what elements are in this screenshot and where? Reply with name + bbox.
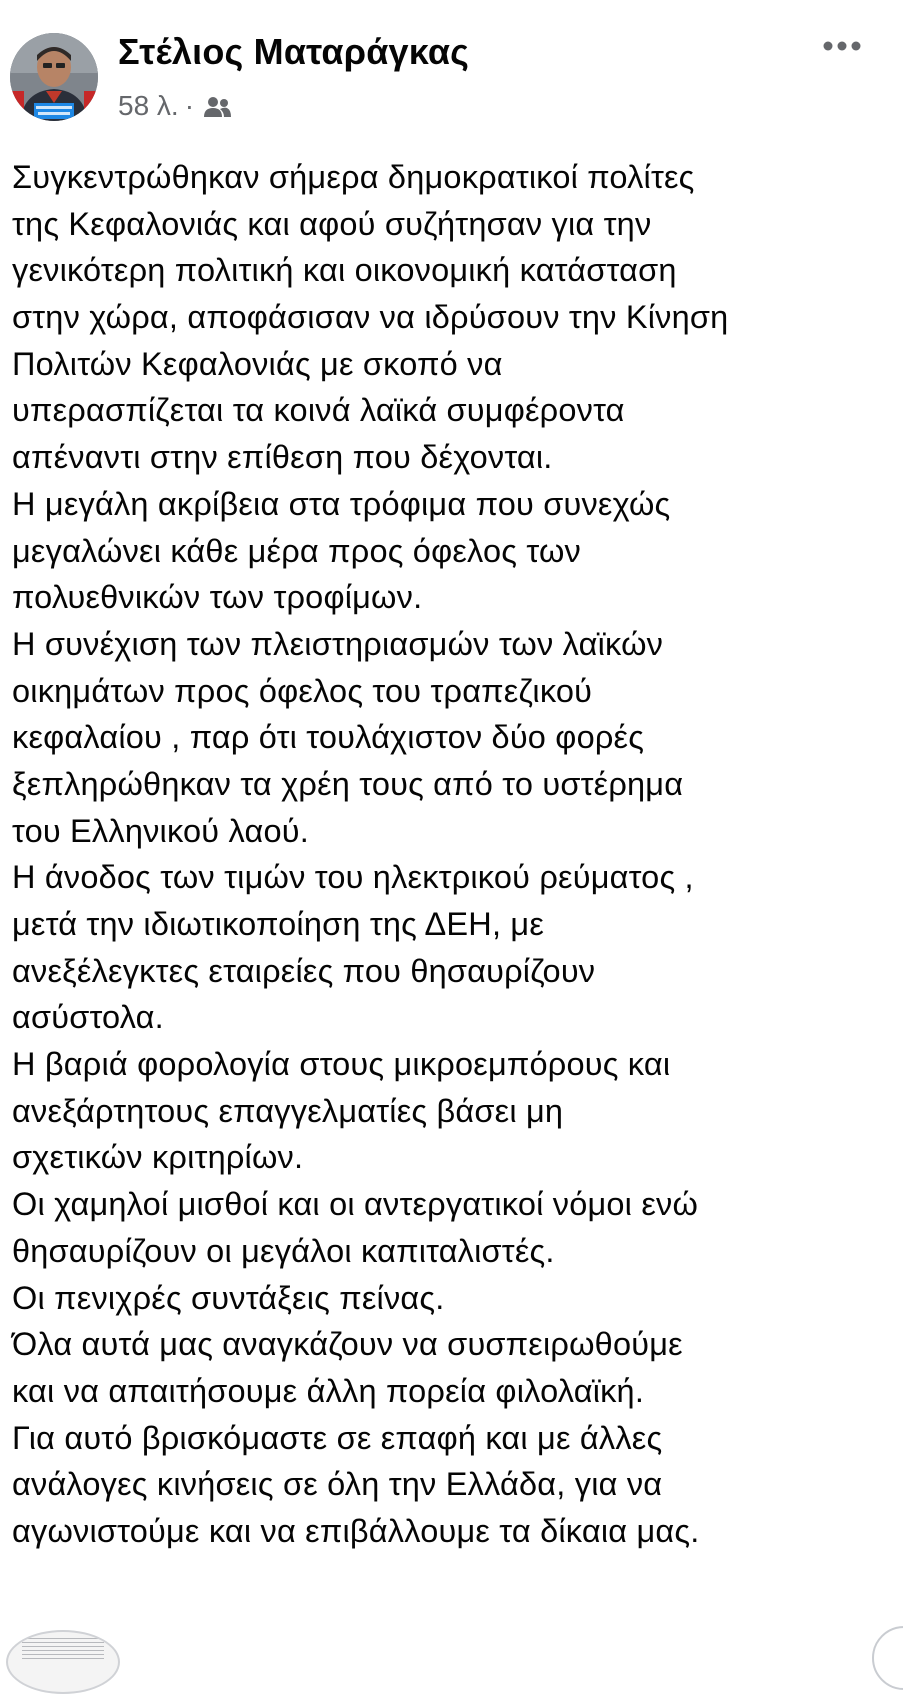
post-text-line: Η μεγάλη ακρίβεια στα τρόφιμα που συνεχώς [12,485,671,522]
post-text-line: Η βαριά φορολογία στους μικροεμπόρους και [12,1046,671,1083]
avatar-document-thumbnail [22,1638,104,1662]
post-meta [118,86,232,126]
post-text-line: Όλα αυτά μας αναγκάζουν να συσπειρωθούμε [12,1326,683,1363]
post-header [0,0,903,140]
post-text-line: σχετικών κριτηρίων. [12,1139,304,1176]
post-text-line: Για αυτό βρισκόμαστε σε επαφή και με άλλες [12,1419,663,1456]
post-text-line: ανεξέλεγκτες εταιρείες που θησαυρίζουν [12,952,596,989]
post-text-line: απέναντι στην επίθεση που δέχονται. [12,439,553,476]
post-text-line: Οι πενιχρές συντάξεις πείνας. [12,1279,445,1316]
post-text-line: οικημάτων προς όφελος του τραπεζικού [12,672,593,709]
post-text-line: Η άνοδος των τιμών του ηλεκτρικού ρεύματος , [12,859,694,896]
more-options-icon [822,40,862,52]
post-text-line: της Κεφαλονιάς και αφού συζήτησαν για την [12,205,652,242]
next-post-preview [0,1626,903,1660]
post-text-line: Η συνέχιση των πλειστηριασμών των λαϊκών [12,625,664,662]
post-text-line: Πολιτών Κεφαλονιάς με σκοπό να [12,345,503,382]
post-text-line: κεφαλαίου , παρ ότι τουλάχιστον δύο φορές [12,719,645,756]
post-text-line: γενικότερη πολιτική και οικονομική κατάσταση [12,252,677,289]
post-text-line: θησαυρίζουν οι μεγάλοι καπιταλιστές. [12,1232,555,1269]
next-post-button-edge[interactable] [872,1626,903,1690]
friends-icon[interactable] [202,94,232,118]
author-name[interactable]: Στέλιος Ματαράγκας [118,31,470,72]
meta-separator: · [184,90,195,121]
post-text-line: πολυεθνικών των τροφίμων. [12,579,423,616]
post-text-line: Οι χαμηλοί μισθοί και οι αντεργατικοί νόμοι ενώ [12,1186,699,1223]
post-time[interactable]: 58 λ. [118,90,179,121]
post-text-line: ανεξάρτητους επαγγελματίες βάσει μη [12,1092,564,1129]
avatar-photo [10,33,98,121]
post-text-line: ασύστολα. [12,999,164,1036]
post-text-line: του Ελληνικού λαού. [12,812,309,849]
post-text-line: υπερασπίζεται τα κοινά λαϊκά συμφέροντα [12,392,625,429]
post-text-line: μεγαλώνει κάθε μέρα προς όφελος των [12,532,581,569]
post-text-line: μετά την ιδιωτικοποίηση της ΔΕΗ, με [12,906,545,942]
post-text-line: και να απαιτήσουμε άλλη πορεία φιλολαϊκή. [12,1372,645,1409]
post-text-line: Συγκεντρώθηκαν σήμερα δημοκρατικοί πολίτες [12,159,695,195]
post-text-line: αγωνιστούμε και να επιβάλλουμε τα δίκαια μας. [12,1512,700,1549]
author-avatar[interactable] [10,33,98,121]
post-text [12,154,892,1555]
more-options-button[interactable] [818,32,866,60]
next-post-avatar[interactable] [6,1630,120,1694]
post-text-line: στην χώρα, αποφάσισαν να ιδρύσουν την Κίνηση [12,299,729,336]
post-text-line: ανάλογες κινήσεις σε όλη την Ελλάδα, για να [12,1466,663,1503]
post-text-line: ξεπληρώθηκαν τα χρέη τους από το υστέρημα [12,765,684,802]
